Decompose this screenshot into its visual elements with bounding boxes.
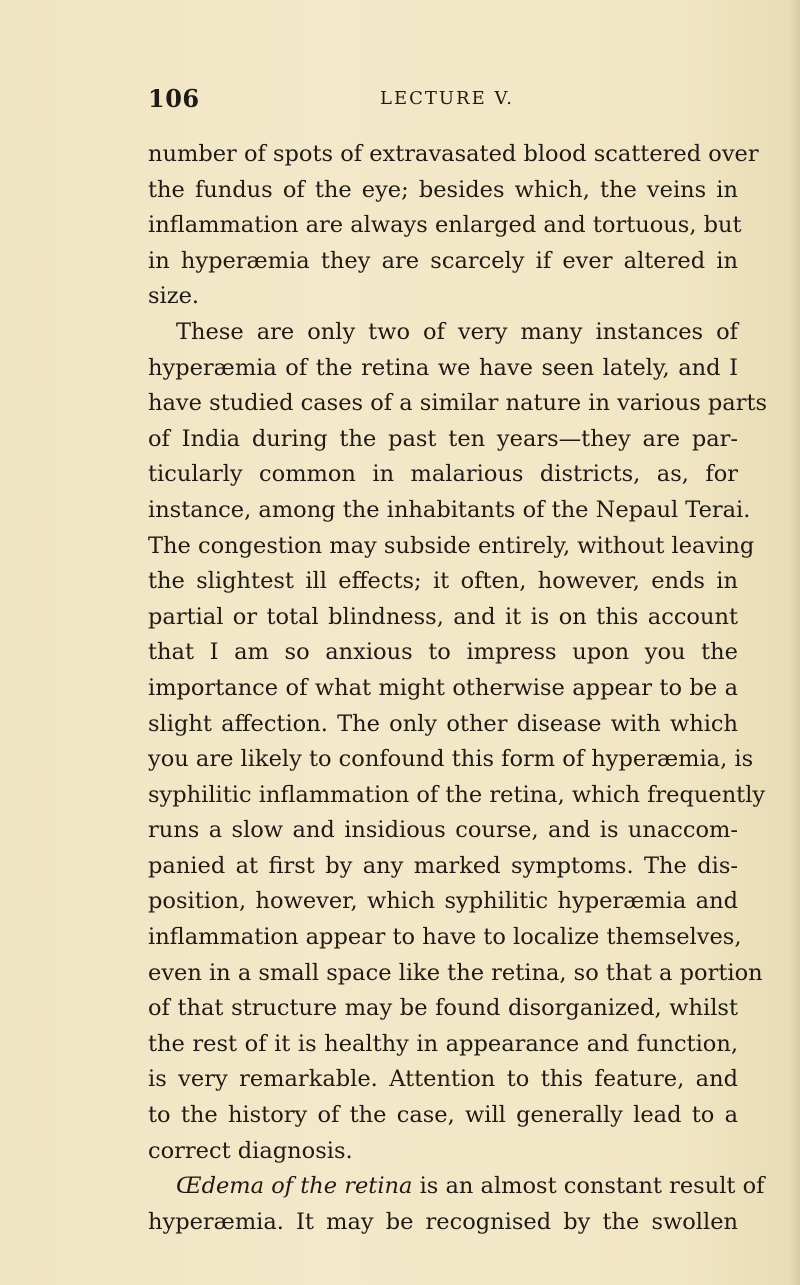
- text-line: The congestion may subside entirely, without leaving: [148, 532, 755, 559]
- text-line: runs a slow and insidious course, and is unaccom-: [148, 817, 738, 844]
- page-number: 106: [148, 84, 200, 113]
- text-line: size.: [148, 283, 200, 310]
- text-line: slight affection. The only other disease with which: [148, 710, 738, 737]
- text-line: importance of what might otherwise appear to be a: [148, 674, 738, 701]
- body-text: [148, 137, 768, 1240]
- text-line: hyperæmia of the retina we have seen lately, and I: [148, 354, 738, 381]
- text-line: have studied cases of a similar nature in various parts: [148, 390, 768, 417]
- oedema-rest: is an almost constant result of: [412, 1173, 765, 1200]
- page-header: [148, 84, 738, 120]
- text-line: of India during the past ten years—they are par-: [148, 425, 738, 452]
- text-line: number of spots of extravasated blood scattered over: [148, 141, 759, 167]
- oedema-heading: Œdema of the retina: [176, 1173, 413, 1200]
- running-title: LECTURE V.: [380, 88, 515, 109]
- text-line: is very remarkable. Attention to this feature, and: [148, 1066, 738, 1093]
- text-line-oedema: [148, 1169, 765, 1205]
- text-line: ticularly common in malarious districts, as, for: [148, 461, 738, 488]
- text-line: to the history of the case, will generally lead to a: [148, 1102, 738, 1129]
- text-line: panied at first by any marked symptoms. The dis-: [148, 852, 738, 879]
- text-line: you are likely to confound this form of hyperæmia, is: [148, 746, 754, 773]
- text-line: of that structure may be found disorganized, whilst: [148, 995, 738, 1022]
- text-line: syphilitic inflammation of the retina, which frequently: [148, 781, 766, 808]
- text-line: in hyperæmia they are scarcely if ever altered in: [148, 247, 738, 274]
- text-line: inflammation are always enlarged and tortuous, but: [148, 212, 742, 239]
- text-line: correct diagnosis.: [148, 1137, 353, 1164]
- text-line: hyperæmia. It may be recognised by the swollen: [148, 1208, 738, 1235]
- text-line: the slightest ill effects; it often, however, ends in: [148, 568, 738, 595]
- text-line: partial or total blindness, and it is on this account: [148, 603, 738, 630]
- text-line: inflammation appear to have to localize themselves,: [148, 924, 742, 951]
- text-line: that I am so anxious to impress upon you the: [148, 639, 738, 666]
- text-line: These are only two of very many instances of: [176, 318, 738, 345]
- text-line: position, however, which syphilitic hyperæmia and: [148, 888, 738, 915]
- text-line: even in a small space like the retina, so that a portion: [148, 959, 763, 986]
- text-line: the rest of it is healthy in appearance and function,: [148, 1030, 738, 1057]
- text-line: instance, among the inhabitants of the Nepaul Terai.: [148, 496, 751, 523]
- text-line: the fundus of the eye; besides which, the veins in: [148, 176, 738, 203]
- page-edge-shadow: [790, 0, 800, 1285]
